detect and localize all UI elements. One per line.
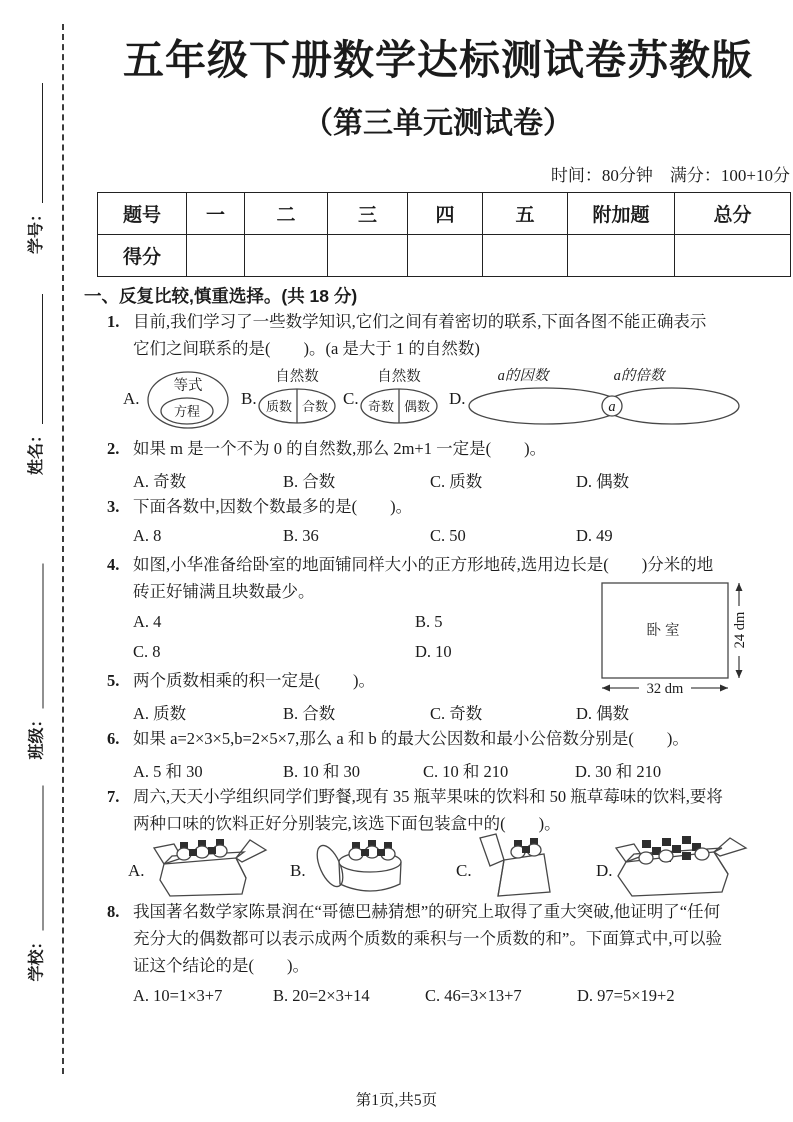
q2-option-b: B. 合数 (283, 472, 336, 491)
q2-options (133, 468, 629, 492)
fold-dashed-line (62, 24, 64, 1074)
round-tub-box-icon (312, 840, 401, 891)
student-id-blank[interactable] (42, 83, 43, 203)
q7-text-line2: 两种口味的饮料正好分别装完,该选下面包装盒中的( )。 (133, 814, 561, 833)
q5-option-c: C. 奇数 (430, 704, 483, 723)
q1-option-a-label: A. (123, 389, 140, 408)
q1-diagram-options (115, 366, 790, 436)
q8-option-c: C. 46=3×13+7 (425, 986, 522, 1005)
q6-options (133, 758, 661, 782)
score-table-score-row (98, 235, 791, 277)
q1-number: 1. (107, 312, 120, 331)
score-cell[interactable] (328, 235, 408, 277)
q1b-left: 质数 (265, 399, 293, 414)
header-part-4: 四 (408, 193, 483, 235)
open-carton-box-icon (154, 839, 266, 896)
q8-text-line1: 我国著名数学家陈景润在“哥德巴赫猜想”的研究上取得了重大突破,他证明了“任何 (133, 902, 721, 921)
school-blank[interactable] (43, 785, 44, 930)
q7-option-d-label: D. (596, 861, 613, 880)
q6-option-a: A. 5 和 30 (133, 762, 203, 781)
q1-text-line1: 目前,我们学习了一些数学知识,它们之间有着密切的联系,下面各图不能正确表示 (133, 312, 707, 331)
height-dim-arrow-top (736, 583, 743, 591)
score-cell[interactable] (408, 235, 483, 277)
q3-option-c: C. 50 (430, 526, 466, 545)
q4-text-line2: 砖正好铺满且块数最少。 (133, 582, 315, 601)
q2-text: 如果 m 是一个不为 0 的自然数,那么 2m+1 一定是( )。 (133, 439, 547, 458)
q7-option-c-label: C. (456, 861, 472, 880)
q3-option-d: D. 49 (576, 526, 613, 545)
height-dim-arrow-bottom (736, 670, 743, 678)
q7-text-line1: 周六,天天小学组织同学们野餐,现有 35 瓶苹果味的饮料和 50 瓶草莓味的饮料,要将 (133, 787, 723, 806)
time-score-info: 时间：80分钟 满分：100+10分 (550, 166, 790, 185)
q6-number: 6. (107, 729, 120, 748)
student-name-field (26, 293, 46, 475)
student-name-label: 姓名： (28, 426, 45, 475)
q1-option-c-label: C. (343, 389, 359, 408)
class-field (27, 563, 47, 760)
q1-option-b-label: B. (241, 389, 257, 408)
q4-number: 4. (107, 555, 120, 574)
tall-carton-box-icon (480, 834, 550, 896)
q4-text-line1: 如图,小华准备给卧室的地面铺同样大小的正方形地砖,选用边长是( )分米的地 (133, 555, 714, 574)
q2-number: 2. (107, 439, 120, 458)
q3-option-a: A. 8 (133, 526, 162, 545)
q1d-right-title: a的倍数 (613, 368, 665, 384)
q3-number: 3. (107, 497, 120, 516)
section-1-heading: 一、反复比较,慎重选择。(共 18 分) (84, 286, 358, 306)
q2-option-c: C. 质数 (430, 472, 483, 491)
page-title: 五年级下册数学达标测试卷苏教版 (123, 37, 753, 83)
q2-option-a: A. 奇数 (133, 472, 187, 491)
student-name-blank[interactable] (42, 294, 43, 424)
q4-option-c: C. 8 (133, 642, 161, 661)
q8-option-d: D. 97=5×19+2 (577, 986, 675, 1005)
q5-number: 5. (107, 671, 120, 690)
q8-number: 8. (107, 902, 120, 921)
q1b-title: 自然数 (275, 369, 319, 385)
school-label: 学校： (28, 933, 46, 982)
q4-option-d: D. 10 (415, 642, 452, 661)
q1c-left: 奇数 (367, 399, 395, 414)
q1d-left-title: a的因数 (497, 368, 549, 384)
q3-option-b: B. 36 (283, 526, 319, 545)
q1d-overlap-label: a (608, 399, 616, 415)
score-table-header-row (98, 193, 791, 235)
header-bonus: 附加题 (568, 193, 675, 235)
bedroom-label: 卧室 (646, 623, 684, 639)
score-cell[interactable] (483, 235, 568, 277)
class-blank[interactable] (43, 563, 44, 708)
q5-options (133, 700, 629, 724)
header-part-3: 三 (328, 193, 408, 235)
score-cell[interactable] (568, 235, 675, 277)
bottles (349, 840, 395, 860)
q3-options (133, 526, 613, 546)
q1-text-line2: 它们之间联系的是( )。(a 是大于 1 的自然数) (133, 339, 480, 358)
q1a-outer-label: 等式 (173, 378, 203, 394)
header-part-5: 五 (483, 193, 568, 235)
q8-options (133, 986, 675, 1006)
page-subtitle: （第三单元测试卷） (303, 107, 573, 140)
q7-option-a-label: A. (128, 861, 145, 880)
large-carton-box-icon (616, 836, 746, 896)
score-cell[interactable] (187, 235, 245, 277)
school-field (27, 785, 47, 982)
bottles (511, 838, 541, 858)
q6-option-b: B. 10 和 30 (283, 762, 361, 781)
q1-option-d-label: D. (449, 389, 466, 408)
bottles (177, 839, 227, 860)
header-part-1: 一 (187, 193, 245, 235)
width-dim-arrow-left (602, 685, 610, 692)
score-cell[interactable] (245, 235, 328, 277)
q8-text-line2: 充分大的偶数都可以表示成两个质数的乘积与一个质数的和”。下面算式中,可以验 (133, 929, 722, 948)
q1d-left-ellipse (469, 388, 621, 424)
q7-option-b-label: B. (290, 861, 306, 880)
q1a-inner-label: 方程 (173, 404, 201, 419)
q3-text: 下面各数中,因数个数最多的是( )。 (133, 497, 413, 516)
q7-number: 7. (107, 787, 120, 806)
q6-option-c: C. 10 和 210 (423, 762, 509, 781)
header-total: 总分 (675, 193, 791, 235)
q5-option-b: B. 合数 (283, 704, 336, 723)
header-part-2: 二 (245, 193, 328, 235)
student-id-label: 学号： (28, 205, 45, 254)
q6-option-d: D. 30 和 210 (575, 762, 662, 781)
q8-text-line3: 证这个结论的是( )。 (133, 956, 309, 975)
q4-option-a: A. 4 (133, 612, 162, 631)
header-question-no: 题号 (98, 193, 187, 235)
q7-box-options (118, 832, 788, 902)
q5-text: 两个质数相乘的积一定是( )。 (133, 671, 375, 690)
q5-option-d: D. 偶数 (576, 704, 630, 723)
page-footer: 第1页,共5页 (355, 1092, 438, 1109)
height-dim-label: 24 dm (732, 611, 748, 649)
class-label: 班级： (28, 711, 46, 760)
width-dim-arrow-right (720, 685, 728, 692)
q1c-title: 自然数 (377, 369, 421, 385)
score-table (97, 192, 791, 277)
score-row-label: 得分 (98, 235, 187, 277)
student-id-field (26, 82, 46, 254)
q1d-right-ellipse (605, 388, 739, 424)
score-cell[interactable] (675, 235, 791, 277)
q4-bedroom-diagram (583, 575, 790, 703)
width-dim-label: 32 dm (646, 681, 684, 697)
q8-option-b: B. 20=2×3+14 (273, 986, 370, 1005)
q4-option-b: B. 5 (415, 612, 443, 631)
q2-option-d: D. 偶数 (576, 472, 630, 491)
q8-option-a: A. 10=1×3+7 (133, 986, 223, 1005)
q1c-right: 偶数 (403, 399, 431, 414)
q1b-right: 合数 (301, 399, 329, 414)
q6-text: 如果 a=2×3×5,b=2×5×7,那么 a 和 b 的最大公因数和最小公倍数分别是( )。 (133, 729, 689, 748)
q5-option-a: A. 质数 (133, 704, 187, 723)
